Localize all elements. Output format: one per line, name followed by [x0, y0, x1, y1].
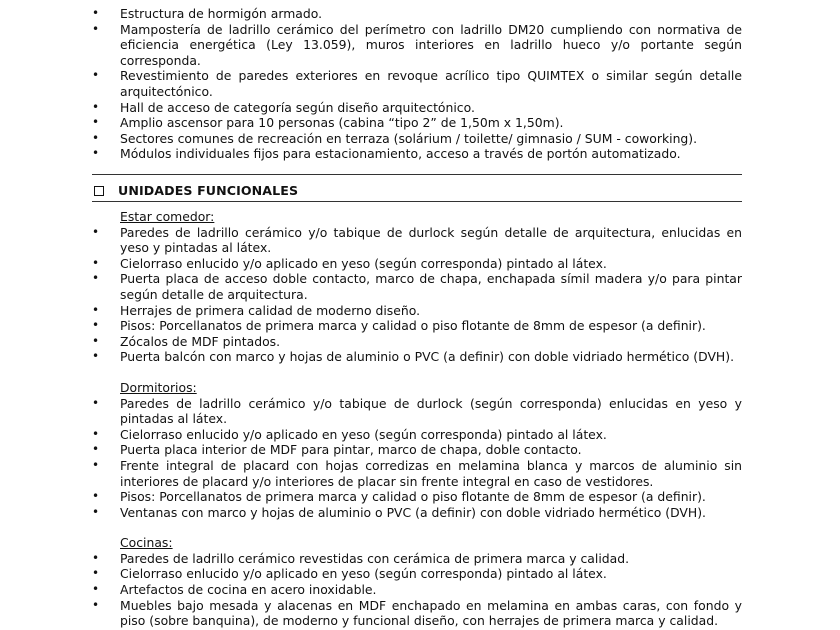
group-list — [0, 551, 840, 629]
group-dormitorios — [0, 380, 840, 520]
list-item: • Paredes de ladrillo cerámico revestidas con cerámica de primera marca y calidad. — [0, 551, 840, 567]
list-item: • Pisos: Porcellanatos de primera marca y calidad o piso flotante de 8mm de espesor (a definir). — [0, 318, 840, 334]
list-item: • Paredes de ladrillo cerámico y/o tabique de durlock según detalle de arquitectura, enlucidas en yeso y pintadas al látex. — [0, 225, 840, 256]
list-item: • Paredes de ladrillo cerámico y/o tabique de durlock (según corresponda) enlucidas en yeso y pintadas al látex. — [0, 396, 840, 427]
group-heading: Cocinas: — [120, 535, 173, 551]
list-item: • Herrajes de primera calidad de moderno diseño. — [0, 303, 840, 319]
group-heading: Estar comedor: — [120, 209, 215, 224]
functional-units-content — [0, 209, 840, 629]
checkbox-square-icon — [94, 186, 104, 196]
section-title: UNIDADES FUNCIONALES — [118, 183, 299, 198]
section-heading — [94, 183, 298, 199]
list-item: • Revestimiento de paredes exteriores en revoque acrílico tipo QUIMTEX o similar según detalle arquitectónico. — [0, 68, 840, 99]
list-item: • Módulos individuales fijos para estacionamiento, acceso a través de portón automatizado. — [0, 146, 840, 162]
list-item: • Estructura de hormigón armado. — [0, 6, 840, 22]
list-item: • Ventanas con marco y hojas de aluminio o PVC (a definir) con doble vidriado hermético (DVH). — [0, 505, 840, 521]
group-cocinas — [0, 535, 840, 629]
list-item: • Frente integral de placard con hojas corredizas en melamina blanca y marcos de aluminio sin interiores de placard y/o interiores de placar sin frente integral en caso de vestidores. — [0, 458, 840, 489]
building-features-list — [0, 6, 840, 162]
group-list — [0, 396, 840, 521]
list-item: • Mampostería de ladrillo cerámico del perímetro con ladrillo DM20 cumpliendo con normativa de eficiencia energética (Ley 13.059), muros interiores en ladrillo hueco y/o portante según corresponda. — [0, 22, 840, 69]
list-item: • Puerta placa interior de MDF para pintar, marco de chapa, doble contacto. — [0, 442, 840, 458]
list-item: • Cielorraso enlucido y/o aplicado en yeso (según corresponda) pintado al látex. — [0, 256, 840, 272]
list-item: • Sectores comunes de recreación en terraza (solárium / toilette/ gimnasio / SUM - coworking). — [0, 131, 840, 147]
list-item: • Pisos: Porcellanatos de primera marca y calidad o piso flotante de 8mm de espesor (a definir). — [0, 489, 840, 505]
list-item: • Cielorraso enlucido y/o aplicado en yeso (según corresponda) pintado al látex. — [0, 427, 840, 443]
list-item: • Artefactos de cocina en acero inoxidable. — [0, 582, 840, 598]
section-divider — [92, 201, 742, 202]
group-estar-comedor — [0, 209, 840, 365]
list-item: • Puerta balcón con marco y hojas de aluminio o PVC (a definir) con doble vidriado hermético (DVH). — [0, 349, 840, 365]
list-item: • Cielorraso enlucido y/o aplicado en yeso (según corresponda) pintado al látex. — [0, 566, 840, 582]
list-item: • Puerta placa de acceso doble contacto, marco de chapa, enchapada símil madera y/o para pintar según detalle de arquitectura. — [0, 271, 840, 302]
list-item: • Hall de acceso de categoría según diseño arquitectónico. — [0, 100, 840, 116]
section-divider — [92, 174, 742, 175]
list-item: • Zócalos de MDF pintados. — [0, 334, 840, 350]
list-item: • Amplio ascensor para 10 personas (cabina “tipo 2” de 1,50m x 1,50m). — [0, 115, 840, 131]
list-item: • Muebles bajo mesada y alacenas en MDF enchapado en melamina en ambas caras, con fondo y piso (sobre banquina), de moderno y funcional diseño, con herrajes de primera marca y calidad. — [0, 598, 840, 629]
group-heading: Dormitorios: — [120, 379, 197, 395]
group-list — [0, 225, 840, 365]
